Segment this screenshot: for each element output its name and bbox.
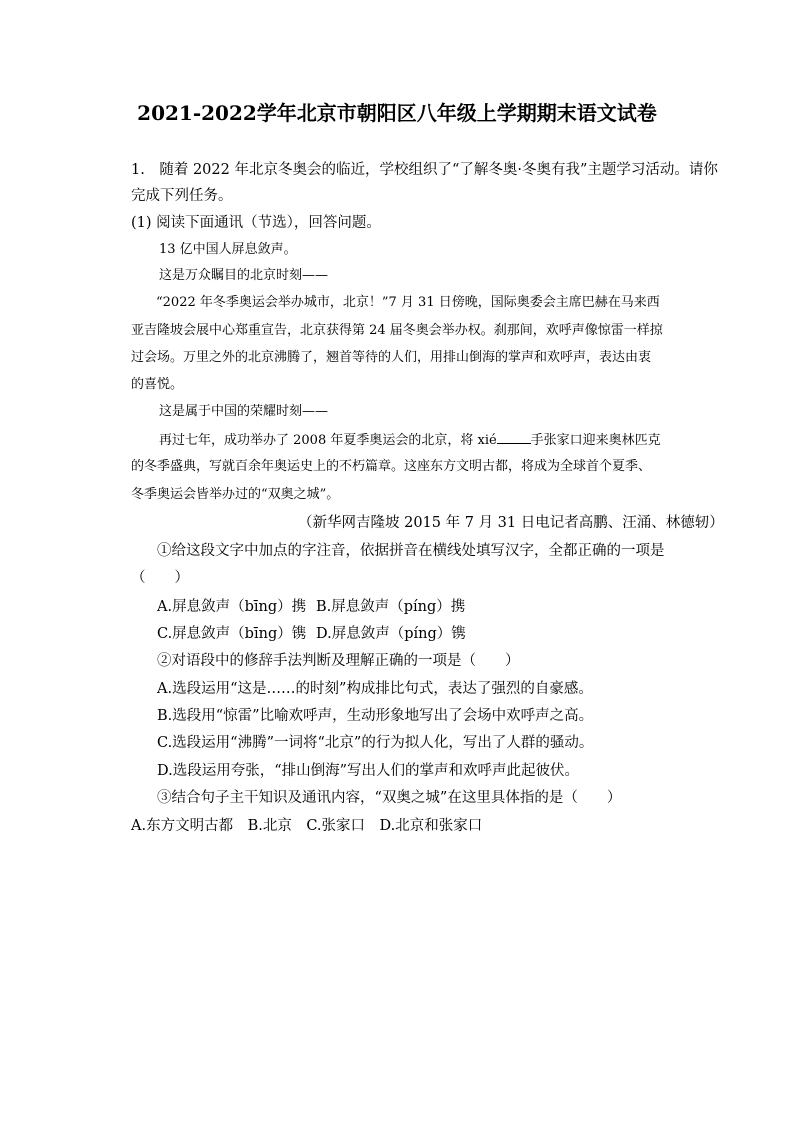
q2-stem: ②对语段中的修辞手法判断及理解正确的一项是（ ） (157, 653, 520, 669)
passage-line: 过会场。万里之外的北京沸腾了，翘首等待的人们，用排山倒海的掌声和欢呼声，表达由衷 (131, 350, 652, 365)
q1-option-b[interactable]: B.屏息敛声（píng）携 (316, 599, 466, 615)
sub-question-1: (1) 阅读下面通讯（节选），回答问题。 (131, 215, 381, 231)
q2-option-a[interactable]: A.选段运用“这是……的时刻”构成排比句式，表达了强烈的自豪感。 (157, 681, 593, 697)
q2-option-b[interactable]: B.选段用“惊雷”比喻欢呼声，生动形象地写出了会场中欢呼声之高。 (157, 708, 594, 724)
fill-blank[interactable] (497, 429, 531, 444)
q1-option-a[interactable]: A.屏息敛声（bīng）携 (157, 599, 307, 615)
q1-option-c[interactable]: C.屏息敛声（bīng）镌 (157, 626, 307, 642)
q1-option-d[interactable]: D.屏息敛声（píng）镌 (316, 626, 466, 642)
passage-line: 的冬季盛典，写就百余年奥运史上的不朽篇章。这座东方文明古都，将成为全球首个夏季、 (131, 459, 652, 474)
passage-line: 亚吉隆坡会展中心郑重宣告，北京获得第 24 届冬奥会举办权。刹那间，欢呼声像惊雷一样掠 (131, 323, 663, 338)
page-title: 2021-2022学年北京市朝阳区八年级上学期期末语文试卷 (137, 101, 657, 125)
passage-line: 这是属于中国的荣耀时刻—— (159, 404, 329, 419)
q3-options[interactable]: A.东方文明古都 B.北京 C.张家口 D.北京和张家口 (131, 818, 483, 834)
passage-line: 13 亿中国人屏息敛声。 (159, 242, 297, 257)
passage-source: （新华网吉隆坡 2015 年 7 月 31 日电记者高鹏、汪涌、林德轫） (298, 515, 724, 531)
q2-option-d[interactable]: D.选段运用夸张，“排山倒海”写出人们的掌声和欢呼声此起彼伏。 (157, 763, 580, 779)
passage-line: 的喜悦。 (131, 377, 184, 392)
passage-line: “2022 年冬季奥运会举办城市，北京！”7 月 31 日傍晚，国际奥委会主席巴赫在马来西 (156, 295, 660, 310)
question-intro-line-1: 1. 随着 2022 年北京冬奥会的临近，学校组织了“了解冬奥·冬奥有我”主题学习活动。请你 (131, 162, 718, 178)
passage-line: 冬季奥运会皆举办过的“双奥之城”。 (131, 487, 340, 502)
q1-paren: （ ） (131, 570, 189, 586)
passage-text: 手张家口迎来奥林匹克 (530, 433, 661, 448)
q2-option-c[interactable]: C.选段运用“沸腾”一词将“北京”的行为拟人化，写出了人群的骚动。 (157, 735, 594, 751)
q1-stem: ①给这段文字中加点的字注音，依据拼音在横线处填写汉字，全都正确的一项是 (157, 543, 665, 559)
passage-text: 再过七年，成功举办了 2008 年夏季奥运会的北京，将 xié (159, 433, 497, 448)
q3-stem: ③结合句子主干知识及通讯内容，“双奥之城”在这里具体指的是（ ） (157, 790, 622, 806)
question-intro-line-2: 完成下列任务。 (131, 188, 233, 204)
passage-line-with-blank (159, 429, 661, 452)
passage-line: 这是万众瞩目的北京时刻—— (159, 268, 329, 283)
